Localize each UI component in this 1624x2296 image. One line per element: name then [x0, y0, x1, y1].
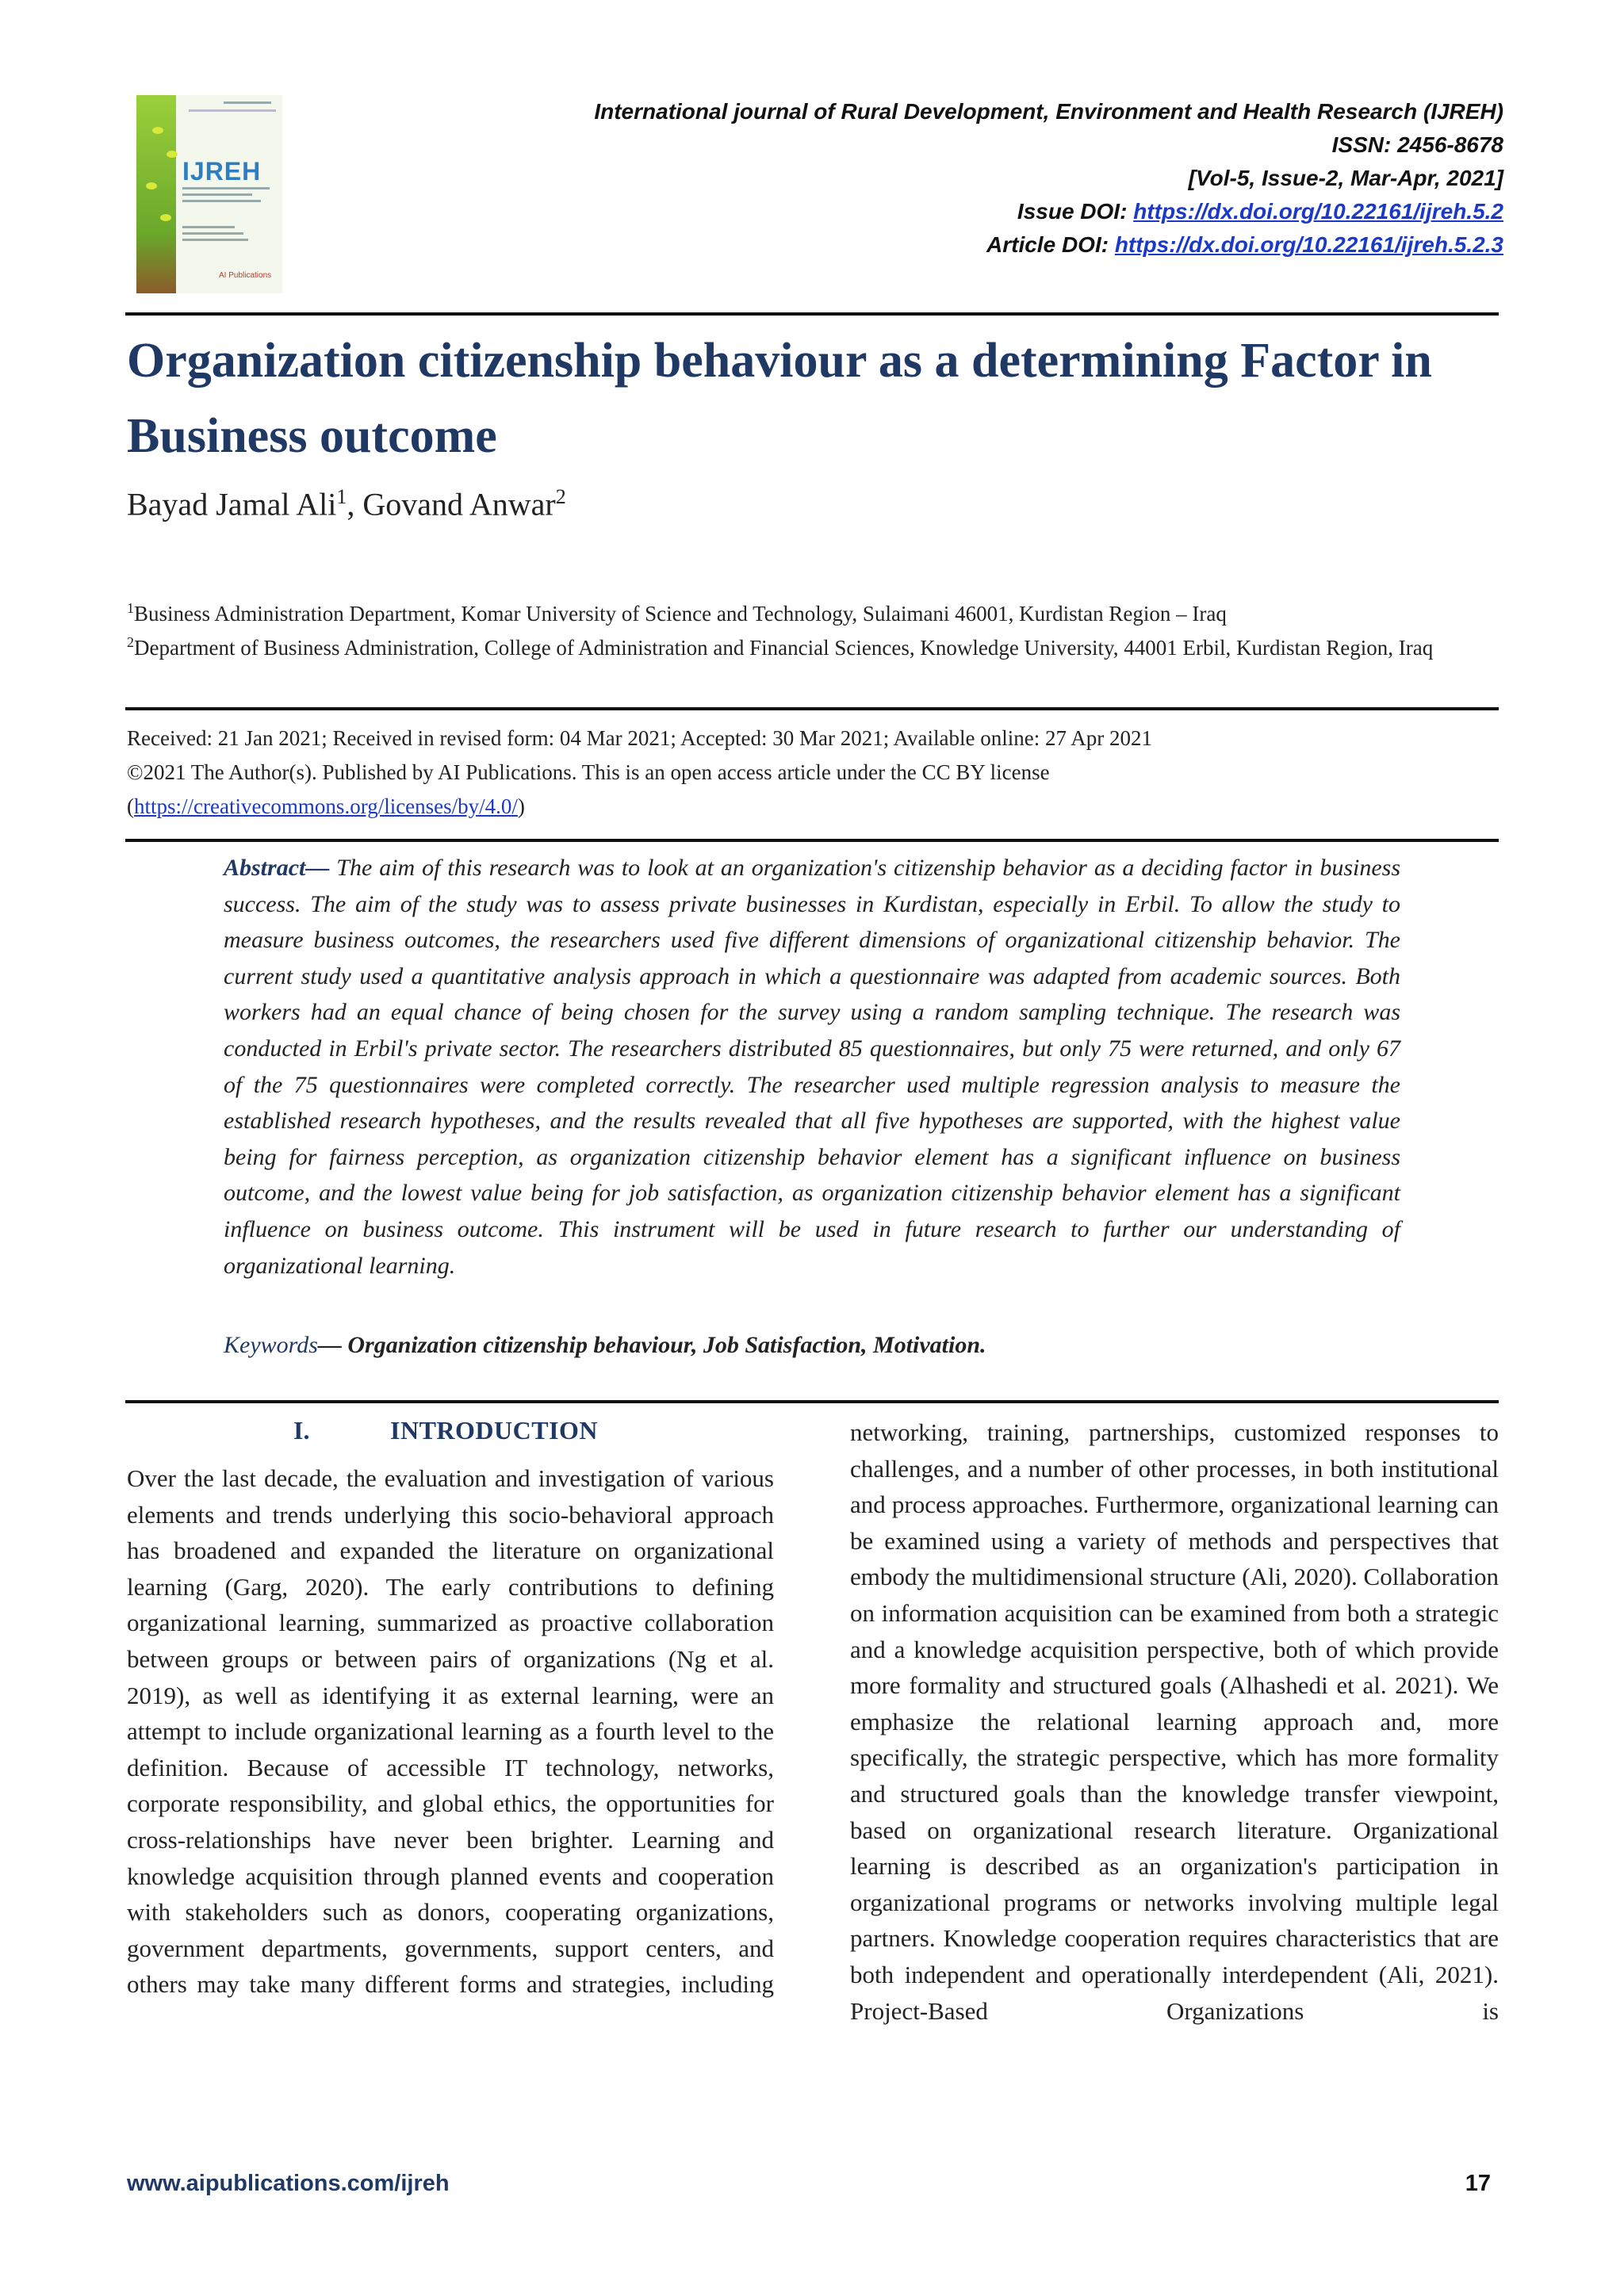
affiliation-text: Business Administration Department, Komar University of Science and Technology, Sulaimani 46001, Kurdistan Region – Iraq [134, 602, 1227, 626]
cover-plant-graphic [136, 95, 176, 293]
abstract [224, 850, 1400, 1284]
journal-cover-image [136, 95, 282, 293]
cover-logo: IJREH [182, 157, 262, 186]
journal-issn: ISSN: 2456-8678 [1331, 132, 1503, 157]
journal-volume: [Vol-5, Issue-2, Mar-Apr, 2021] [1188, 166, 1503, 190]
body-text-left-column: Over the last decade, the evaluation and investigation of various elements and trends underlying this socio-behavioral approach has broadened and expanded the literature on organizational learning (Garg, 2020). The early contributions to defining organizational learning, summarized as proactive collaboration between groups or between pairs of organizations (Ng et al. 2019), as well as identifying it as external learning, were an attempt to include organizational learning as a fourth level to the definition. Because of accessible IT technology, networks, corporate responsibility, and global ethics, the opportunities for cross-relationships have never been brighter. Learning and knowledge acquisition through planned events and cooperation with stakeholders such as donors, cooperating organizations, government departments, governments, support centers, and others may take many different forms and strategies, including [127, 1464, 774, 1999]
author-affiliation-mark: 1 [336, 485, 347, 508]
issue-doi-link[interactable]: https://dx.doi.org/10.22161/ijreh.5.2 [1133, 199, 1503, 224]
footer-website-link[interactable]: www.aipublications.com/ijreh [127, 2171, 450, 2196]
keywords [224, 1332, 986, 1359]
abstract-divider [125, 1400, 1499, 1403]
section-title: INTRODUCTION [390, 1416, 599, 1445]
author-list: Bayad Jamal Ali$^1$, Govand Anwar$^2$ [127, 485, 566, 522]
affiliation-2 [127, 626, 1475, 665]
header-divider [125, 312, 1499, 316]
affiliation-mark: 1 [127, 600, 134, 616]
issue-doi-label: Issue DOI: [1017, 199, 1134, 224]
article-doi [986, 228, 1503, 262]
section-number: I. [293, 1416, 310, 1445]
article-doi-label: Article DOI: [986, 232, 1115, 257]
publication-dates: Received: 21 Jan 2021; Received in revised form: 04 Mar 2021; Accepted: 30 Mar 2021; Available online: 27 Apr 2021 [127, 726, 1152, 750]
author-affiliation-mark: 2 [555, 485, 566, 508]
article-doi-link[interactable]: https://dx.doi.org/10.22161/ijreh.5.2.3 [1114, 232, 1503, 257]
body-text-right-column: networking, training, partnerships, customized responses to challenges, and a number of other processes, in both institutional and process approaches. Furthermore, organizational learning can be examined using a variety of methods and perspectives that embody the multidimensional structure (Ali, 2020). Collaboration on information acquisition can be examined from both a strategic and a knowledge acquisition perspective, both of which provide more formality and structured goals (Alhashedi et al. 2021). We emphasize the relational learning approach and, more specifically, the strategic perspective, which has more formality and structured goals than the knowledge transfer viewpoint, based on organizational research literature. Organizational learning is described as an organization's participation in organizational programs or networks involving multiple legal partners. Knowledge cooperation requires characteristics that are both independent and operationally interdependent (Ali, 2021). Project-Based Organizations is [850, 1418, 1499, 2025]
affiliation-divider [125, 707, 1499, 710]
author-name: Govand Anwar [362, 486, 556, 522]
license-statement: ©2021 The Author(s). Published by AI Publications. This is an open access article under the CC BY license [127, 760, 1050, 784]
meta-divider [125, 839, 1499, 842]
cover-publisher: AI Publications [219, 271, 272, 280]
abstract-label: Abstract [224, 855, 306, 881]
license-link-line: (https://creativecommons.org/licenses/by/4.0/) [127, 794, 525, 818]
affiliation-mark: 2 [127, 634, 134, 650]
abstract-text: The aim of this research was to look at an organization's citizenship behavior as a deciding factor in business success. The aim of the study was to assess private businesses in Kurdistan, especially in Erbil. To allow the study to measure business outcomes, the researchers used five different dimensions of organizational citizenship behavior. The current study used a quantitative analysis approach in which a questionnaire was adapted from academic sources. Both workers had an equal chance of being chosen for the survey using a random sampling technique. The research was conducted in Erbil's private sector. The researchers distributed 85 questionnaires, but only 75 were returned, and only 67 of the 75 questionnaires were completed correctly. The researcher used multiple regression analysis to measure the established research hypotheses, and the results revealed that all five hypotheses are supported, with the highest value being for fairness perception, as organization citizenship behavior element has a significant influence on business outcome, and the lowest value being for job satisfaction, as organization citizenship behavior element has a significant influence on business outcome. This instrument will be used in future research to further our understanding of organizational learning. [224, 855, 1401, 1279]
abstract-dash: — [305, 855, 337, 881]
author-name: Bayad Jamal Ali [127, 486, 337, 522]
license-link[interactable]: https://creativecommons.org/licenses/by/4.0/ [134, 794, 518, 818]
page-number: 17 [1465, 2171, 1491, 2196]
issue-doi [1017, 195, 1503, 228]
keywords-label: Keywords [224, 1332, 318, 1358]
paper-title: Organization citizenship behaviour as a determining Factor in Business outcome [127, 334, 1432, 463]
journal-name: International journal of Rural Development, Environment and Health Research (IJREH) [594, 99, 1503, 124]
affiliation-text: Department of Business Administration, College of Administration and Financial Sciences, Knowledge University, 44001 Erbil, Kurdistan Region, Iraq [134, 636, 1434, 660]
keywords-text: — Organization citizenship behaviour, Job Satisfaction, Motivation. [317, 1332, 986, 1358]
